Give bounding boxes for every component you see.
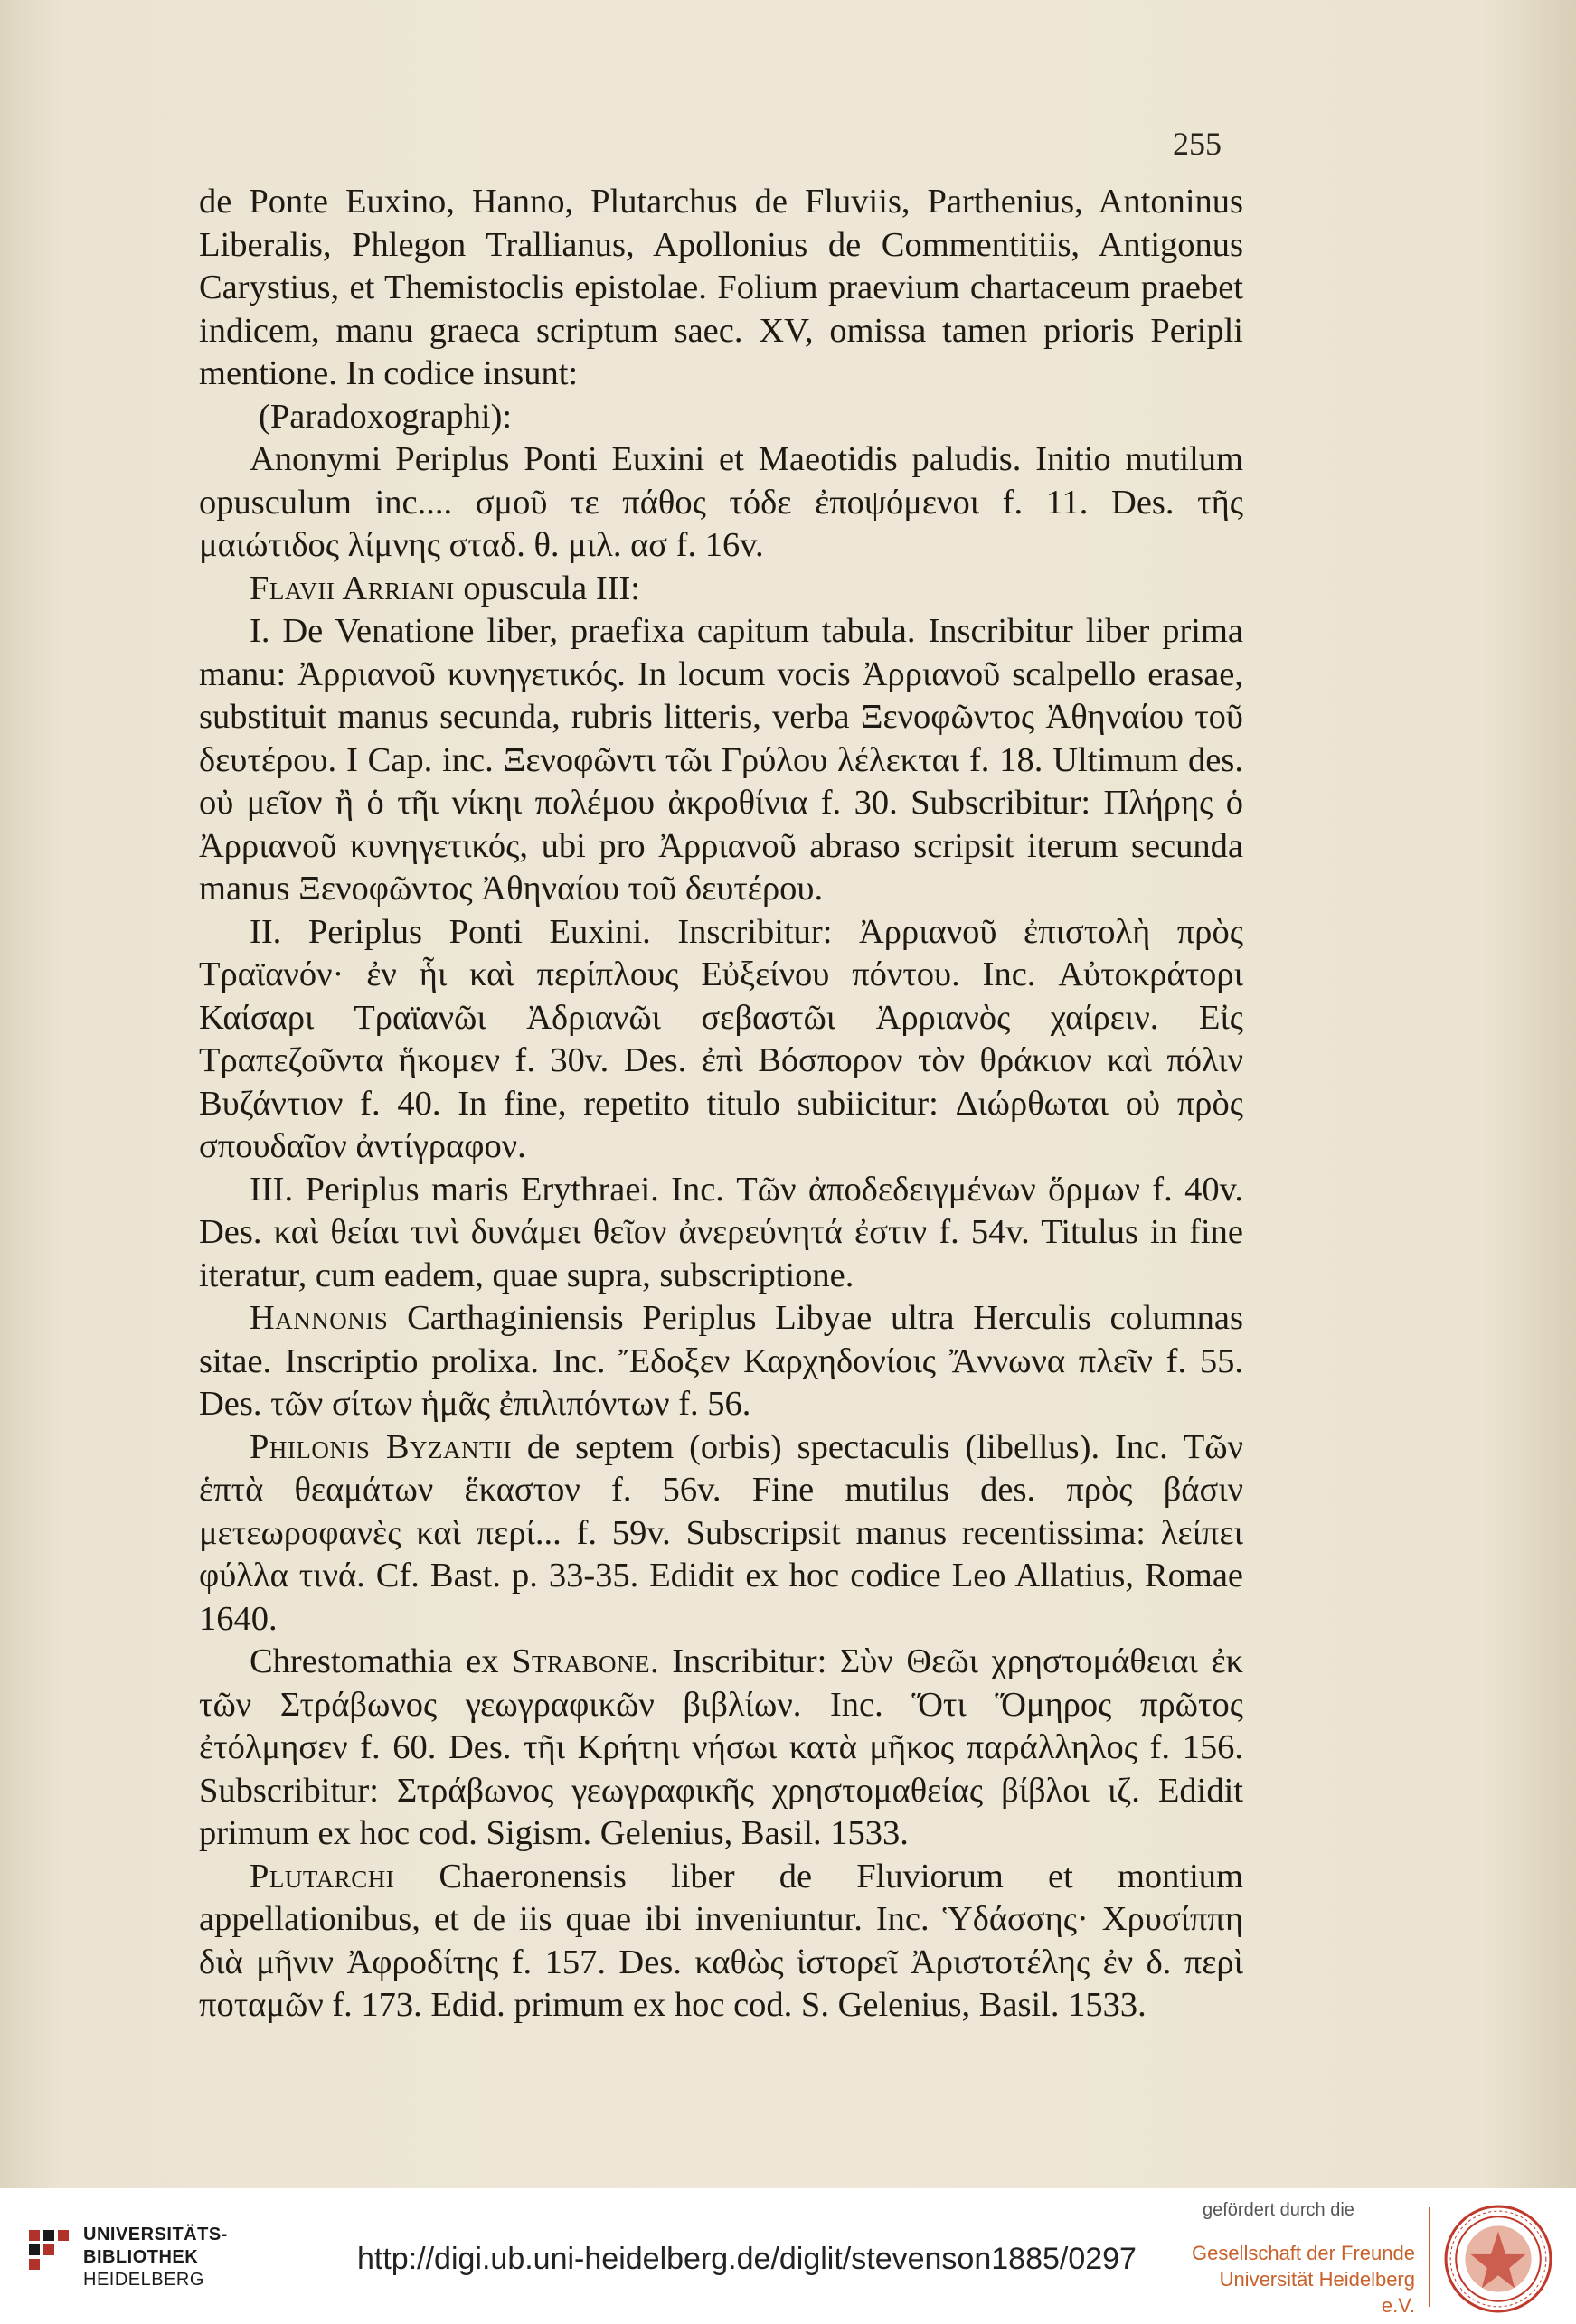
library-logo-icon	[27, 2228, 72, 2282]
paragraph-text: II. Periplus Ponti Euxini. Inscribitur: Ἀρριανοῦ ἐπιστολὴ πρὸς Τραϊανόν· ἐν ἧι καὶ περίπλους Εὐξείνου πόντου. Inc. Αὐτοκράτορι Καίσαρι Τραϊανῶι Ἀδριανῶι σεβαστῶι Ἀρριανὸς χαίρειν. Εἰς Τραπεζοῦντα ἥκομεν f. 30v. Des. ἐπὶ Βόσπορον τὸν θράκιον καὶ πόλιν Βυζάντιον f. 40. In fine, repetito titulo subiicitur: Διώρθωται οὐ πρὸς σπουδαῖον ἀντίγραφον.	[199, 912, 1243, 1165]
page-number: 255	[1173, 126, 1222, 162]
paragraph-text: . Inscribitur: Σὺν Θεῶι χρηστομάθειαι ἐκ τῶν Στράβωνος γεωγραφικῶν βιβλίων. Inc. Ὅτι Ὅμηρος πρῶτος ἐτόλμησεν f. 60. Des. τῆι Κρήτηι νήσωι κατὰ μῆκος παράλληλος f. 156. Subscribitur: Στράβωνος γεωγραφικῆς χρηστομαθείας βίβλοι ιζ. Edidit primum ex hoc cod. Sigism. Gelenius, Basil. 1533.	[199, 1642, 1244, 1852]
author-name: Flavii Arriani	[250, 569, 455, 607]
author-name: Hannonis	[250, 1299, 389, 1337]
paragraph-text: Anonymi Periplus Ponti Euxini et Maeotidis paludis. Initio mutilum opusculum inc.... σμοῦ τε πάθος τόδε ἐποψόμενοι f. 11. Des. τῆς μαιώτιδος λίμνης σταδ. θ. μιλ. ασ f. 16v.	[199, 440, 1243, 564]
paragraph-text: III. Periplus maris Erythraei. Inc. Τῶν ἀποδεδειγμένων ὅρμων f. 40v. Des. καὶ θείαι τινὶ δυνάμει θεῖον ἀνερεύνητά ἐστιν f. 54v. Titulus in fine iteratur, cum eadem, quae supra, subscriptione.	[199, 1170, 1243, 1294]
library-name-line: UNIVERSITÄTS-	[83, 2225, 228, 2244]
library-name-line: BIBLIOTHEK	[83, 2247, 199, 2267]
sponsor-label: gefördert durch die	[1203, 2200, 1354, 2220]
university-seal-icon	[1443, 2204, 1553, 2314]
paragraph	[199, 1641, 1243, 1856]
paragraph	[199, 911, 1243, 1169]
paragraph	[199, 1297, 1243, 1426]
paragraph	[199, 438, 1243, 568]
paragraph-text: de septem (orbis) spectaculis (libellus). Inc. Τῶν ἑπτὰ θεαμάτων ἕκαστον f. 56v. Fine mutilus des. πρὸς βάσιν μετεωροφανὲς καὶ περί... f. 59v. Subscripsit manus recentissima: λείπει φύλλα τινά. Cf. Bast. p. 33-35. Edidit ex hoc codice Leo Allatius, Romae 1640.	[199, 1427, 1243, 1638]
paragraph	[199, 1426, 1243, 1642]
author-name: Philonis Byzantii	[250, 1427, 512, 1466]
paragraph-text: Carthaginiensis Periplus Libyae ultra Herculis columnas sitae. Inscriptio prolixa. Inc. Ἔδοξεν Καρχηδονίοις Ἄννωνα πλεῖν f. 55. Des. τῶν σίτων ἡμᾶς ἐπιλιπόντων f. 56.	[199, 1299, 1243, 1423]
sponsor-name-line: Universität Heidelberg e.V.	[1219, 2268, 1415, 2317]
permalink-url[interactable]: http://digi.ub.uni-heidelberg.de/diglit/stevenson1885/0297	[357, 2242, 1137, 2276]
library-name	[83, 2224, 228, 2291]
divider	[1429, 2207, 1430, 2307]
paragraph-text: opuscula III:	[454, 569, 640, 607]
paragraph	[199, 610, 1243, 911]
sponsor-name-line: Gesellschaft der Freunde	[1191, 2242, 1415, 2264]
footer-bar	[0, 2188, 1576, 2324]
paragraph	[199, 568, 1243, 611]
paragraph	[199, 1856, 1243, 2028]
paragraph	[199, 1169, 1243, 1298]
library-name-line: HEIDELBERG	[83, 2270, 204, 2290]
paragraph-text: de Ponte Euxino, Hanno, Plutarchus de Fluviis, Parthenius, Antoninus Liberalis, Phlegon Trallianus, Apollonius de Commentitiis, Antigonus Carystius, et Themistoclis epistolae. Folium praevium chartaceum praebet indicem, manu graeca scriptum saec. XV, omissa tamen prioris Peripli mentione. In codice insunt:	[199, 183, 1243, 392]
paragraph-text: (Paradoxographi):	[259, 397, 513, 436]
paragraph-text: Chrestomathia ex	[250, 1642, 513, 1680]
author-name: Strabone	[512, 1642, 650, 1680]
paragraph	[199, 396, 1243, 439]
body-text	[199, 181, 1243, 2028]
sponsor-name	[1189, 2240, 1415, 2319]
paragraph-text: Chaeronensis liber de Fluviorum et montium appellationibus, et de iis quae ibi inveniuntur. Inc. Ὑδάσσης· Χρυσίππη διὰ μῆνιν Ἀφροδίτης f. 157. Des. καθὼς ἱστορεῖ Ἀριστοτέλης ἐν δ. περὶ ποταμῶν f. 173. Edid. primum ex hoc cod. S. Gelenius, Basil. 1533.	[199, 1857, 1243, 2024]
author-name: Plutarchi	[250, 1857, 395, 1896]
paragraph	[199, 181, 1243, 396]
paragraph-text: I. De Venatione liber, praefixa capitum tabula. Inscribitur liber prima manu: Ἀρριανοῦ κυνηγετικός. In locum vocis Ἀρριανοῦ scalpello erasae, substituit manus secunda, rubris litteris, verba Ξενοφῶντος Ἀθηναίου τοῦ δευτέρου. I Cap. inc. Ξενοφῶντι τῶι Γρύλου λέλεκται f. 18. Ultimum des. οὐ μεῖον ἢ ὁ τῆι νίκηι πολέμου ἀκροθίνια f. 30. Subscribitur: Πλήρης ὁ Ἀρριανοῦ κυνηγετικός, ubi pro Ἀρριανοῦ abraso scripsit iterum secunda manus Ξενοφῶντος Ἀθηναίου τοῦ δευτέρου.	[199, 612, 1243, 908]
